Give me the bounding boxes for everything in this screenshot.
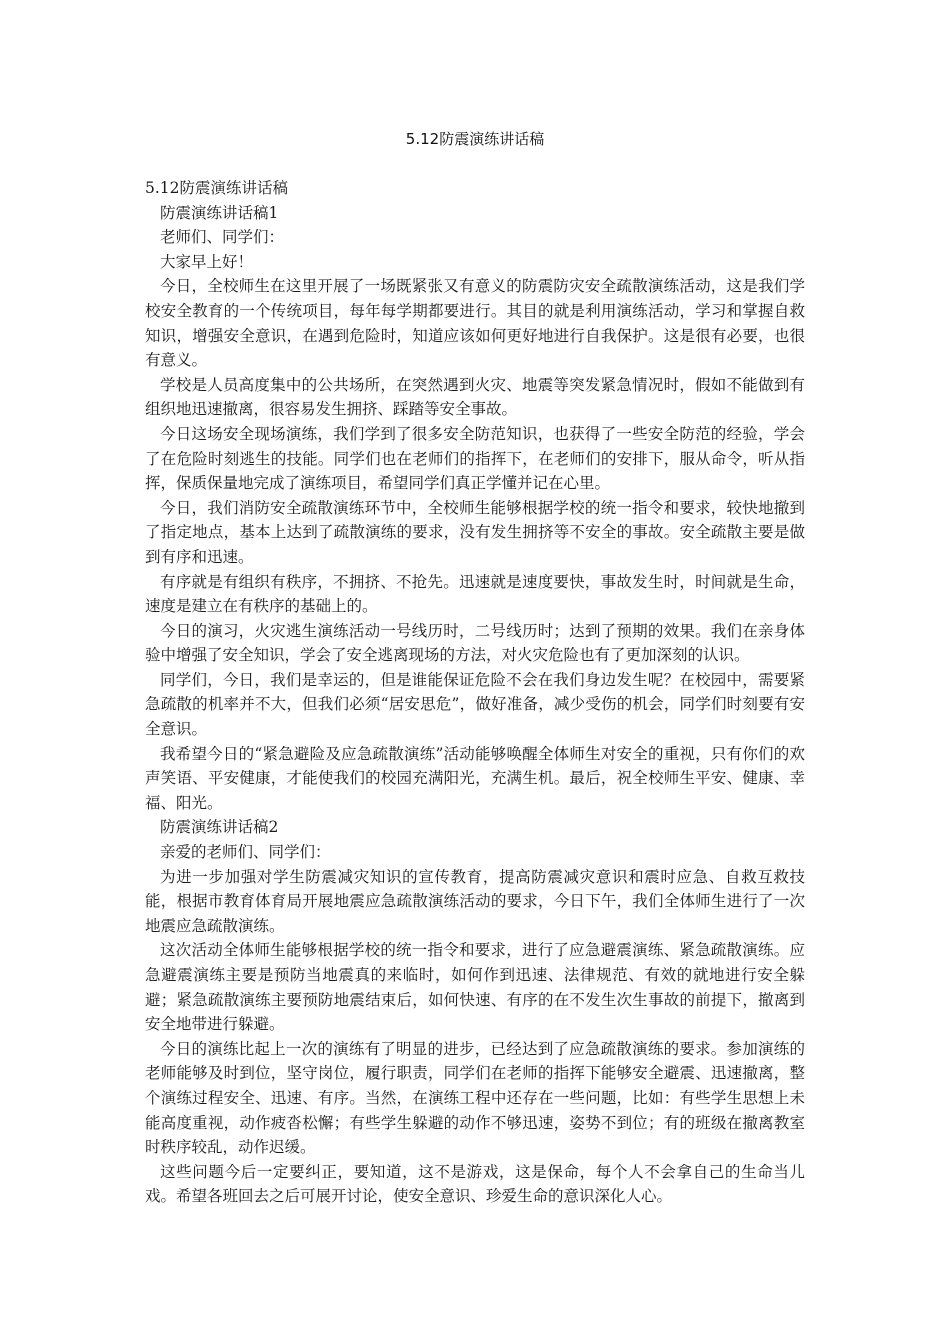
paragraph: 这次活动全体师生能够根据学校的统一指令和要求，进行了应急避震演练、紧急疏散演练。应急避震演练主要是预防当地震真的来临时，如何作到迅速、法律规范、有效的就地进行安全躲避；紧急疏散演练主要预防地震结束后，如何快速、有序的在不发生次生事故的前提下，撤离到安全地带进行躲避。: [145, 941, 805, 1034]
paragraph: 今日的演练比起上一次的演练有了明显的进步，已经达到了应急疏散演练的要求。参加演练的老师能够及时到位，坚守岗位，履行职责，同学们在老师的指挥下能够安全避震、迅速撤离，整个演练过程安全、迅速、有序。当然，在演练工程中还存在一些问题，比如：有些学生思想上未能高度重视，动作疲沓松懈；有些学生躲避的动作不够迅速，姿势不到位；有的班级在撤离教室时秩序较乱，动作迟缓。: [145, 1039, 805, 1157]
document-title: 5.12防震演练讲话稿: [405, 130, 545, 148]
paragraph: 今日的演习，火灾逃生演练活动一号线历时，二号线历时；达到了预期的效果。我们在亲身体验中增强了安全知识，学会了安全逃离现场的方法，对火灾危险也有了更加深刻的认识。: [145, 621, 805, 665]
paragraph: 学校是人员高度集中的公共场所，在突然遇到火灾、地震等突发紧急情况时，假如不能做到有组织地迅速撤离，很容易发生拥挤、踩踏等安全事故。: [145, 375, 805, 419]
paragraph: 我希望今日的“紧急避险及应急疏散演练”活动能够唤醒全体师生对安全的重视，只有你们的欢声笑语、平安健康，才能使我们的校园充满阳光，充满生机。最后，祝全校师生平安、健康、幸福、阳光。: [145, 744, 805, 812]
section-heading-2: 防震演练讲话稿2: [160, 818, 279, 837]
paragraph: 有序就是有组织有秩序，不拥挤、不抢先。迅速就是速度要快，事故发生时，时间就是生命，速度是建立在有秩序的基础上的。: [145, 572, 805, 616]
salutation: 亲爱的老师们、同学们：: [160, 843, 331, 862]
document-subtitle: 5.12防震演练讲话稿: [145, 179, 289, 197]
section-heading-1: 防震演练讲话稿1: [160, 203, 279, 222]
document-body: [145, 176, 805, 1209]
salutation: 老师们、同学们：: [160, 228, 285, 247]
paragraph: 同学们，今日，我们是幸运的，但是谁能保证危险不会在我们身边发生呢？在校园中，需要紧急疏散的机率并不大，但我们必须“居安思危”，做好准备，减少受伤的机会，同学们时刻要有安全意识。: [145, 670, 805, 739]
paragraph: 这些问题今后一定要纠正，要知道，这不是游戏，这是保命，每个人不会拿自己的生命当儿戏。希望各班回去之后可展开讨论，使安全意识、珍爱生命的意识深化人心。: [145, 1162, 805, 1206]
paragraph: 今日这场安全现场演练，我们学到了很多安全防范知识，也获得了一些安全防范的经验，学会了在危险时刻逃生的技能。同学们也在老师们的指挥下，在老师们的安排下，服从命令，听从指挥，保质保量地完成了演练项目，希望同学们真正学懂并记在心里。: [145, 424, 805, 493]
greeting: 大家早上好！: [160, 252, 254, 271]
paragraph: 今日，全校师生在这里开展了一场既紧张又有意义的防震防灾安全疏散演练活动，这是我们学校安全教育的一个传统项目，每年每学期都要进行。其目的就是利用演练活动，学习和掌握自救知识，增强安全意识，在遇到危险时，知道应该如何更好地进行自我保护。这是很有必要，也很有意义。: [145, 277, 805, 370]
paragraph: 今日，我们消防安全疏散演练环节中，全校师生能够根据学校的统一指令和要求，较快地撤到了指定地点，基本上达到了疏散演练的要求，没有发生拥挤等不安全的事故。安全疏散主要是做到有序和迅速。: [145, 498, 805, 566]
paragraph: 为进一步加强对学生防震减灾知识的宣传教育，提高防震减灾意识和震时应急、自救互救技能，根据市教育体育局开展地震应急疏散演练活动的要求，今日下午，我们全体师生进行了一次地震应急疏散演练。: [145, 867, 805, 935]
